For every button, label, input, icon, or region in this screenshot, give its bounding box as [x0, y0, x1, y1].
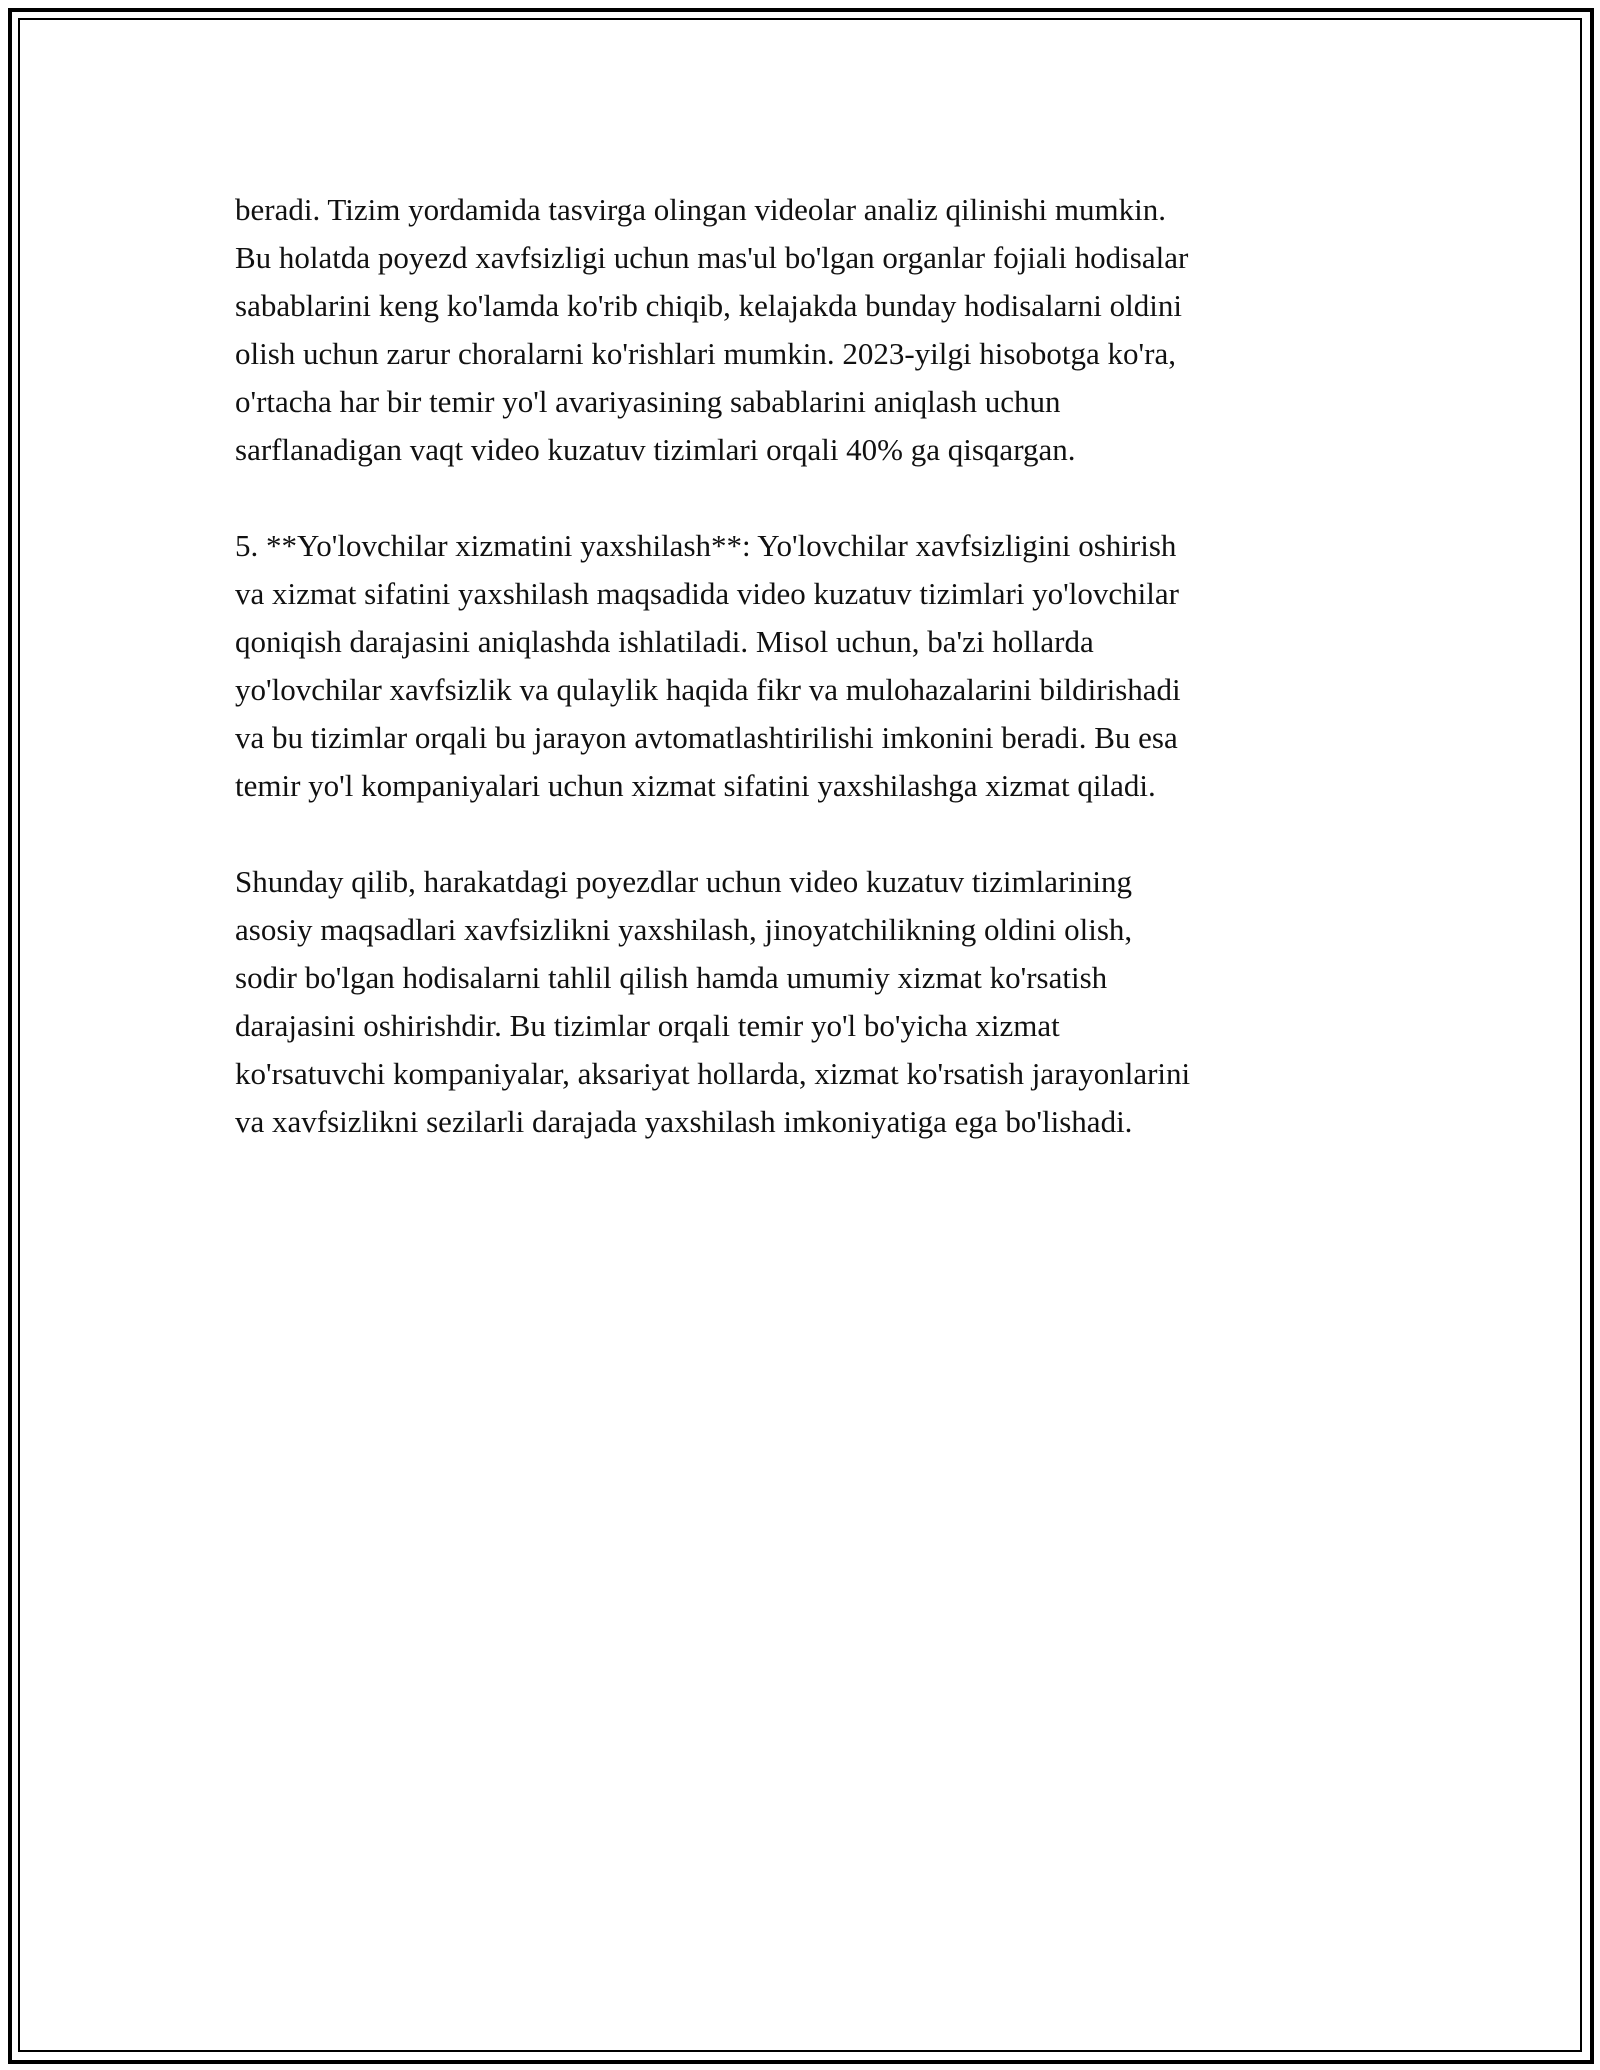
- text-line: qoniqish darajasini aniqlashda ishlatiladi. Misol uchun, ba'zi hollarda: [235, 624, 1094, 659]
- text-line: Bu holatda poyezd xavfsizligi uchun mas'ul bo'lgan organlar fojiali hodisalar: [235, 240, 1189, 275]
- text-line: Shunday qilib, harakatdagi poyezdlar uchun video kuzatuv tizimlarining: [235, 864, 1133, 899]
- text-line: 5. **Yo'lovchilar xizmatini yaxshilash**: Yo'lovchilar xavfsizligini oshirish: [235, 528, 1177, 563]
- text-line: temir yo'l kompaniyalari uchun xizmat sifatini yaxshilashga xizmat qiladi.: [235, 768, 1156, 803]
- text-line: va bu tizimlar orqali bu jarayon avtomatlashtirilishi imkonini beradi. Bu esa: [235, 720, 1178, 755]
- document-body: [235, 186, 1405, 1146]
- text-line: sodir bo'lgan hodisalarni tahlil qilish hamda umumiy xizmat ko'rsatish: [235, 960, 1108, 995]
- text-line: darajasini oshirishdir. Bu tizimlar orqali temir yo'l bo'yicha xizmat: [235, 1008, 1060, 1043]
- text-line: va xavfsizlikni sezilarli darajada yaxshilash imkoniyatiga ega bo'lishadi.: [235, 1104, 1133, 1139]
- paragraph-spacer: [235, 474, 1405, 522]
- text-line: ko'rsatuvchi kompaniyalar, aksariyat hollarda, xizmat ko'rsatish jarayonlarini: [235, 1056, 1191, 1091]
- text-line: yo'lovchilar xavfsizlik va qulaylik haqida fikr va mulohazalarini bildirishadi: [235, 672, 1181, 707]
- text-line: va xizmat sifatini yaxshilash maqsadida video kuzatuv tizimlari yo'lovchilar: [235, 576, 1179, 611]
- paragraph-passenger-service: [235, 522, 1405, 810]
- text-line: asosiy maqsadlari xavfsizlikni yaxshilash, jinoyatchilikning oldini olish,: [235, 912, 1133, 947]
- paragraph-spacer: [235, 810, 1405, 858]
- paragraph-continuation: [235, 186, 1405, 474]
- paragraph-conclusion: [235, 858, 1405, 1146]
- text-line: beradi. Tizim yordamida tasvirga olingan videolar analiz qilinishi mumkin.: [235, 192, 1166, 227]
- text-line: o'rtacha har bir temir yo'l avariyasining sabablarini aniqlash uchun: [235, 384, 1061, 419]
- text-line: olish uchun zarur choralarni ko'rishlari mumkin. 2023-yilgi hisobotga ko'ra,: [235, 336, 1176, 371]
- text-line: sabablarini keng ko'lamda ko'rib chiqib, kelajakda bunday hodisalarni oldini: [235, 288, 1182, 323]
- text-line: sarflanadigan vaqt video kuzatuv tizimlari orqali 40% ga qisqargan.: [235, 432, 1076, 467]
